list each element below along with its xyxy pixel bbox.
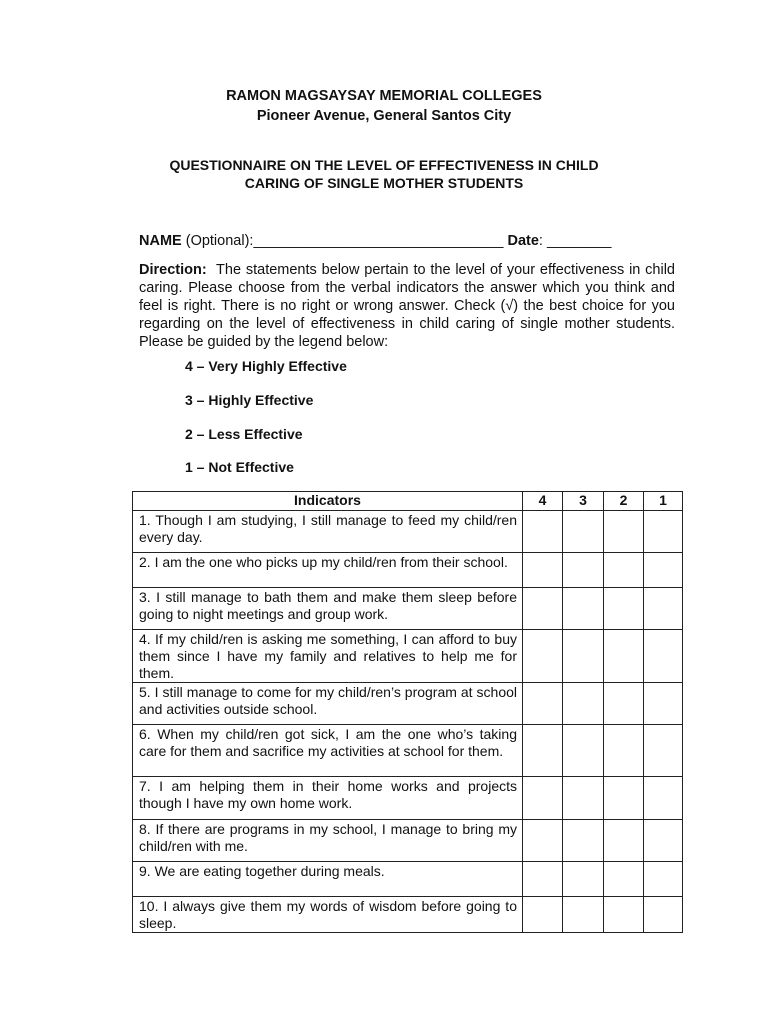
title-line-2: CARING OF SINGLE MOTHER STUDENTS	[244, 175, 524, 191]
date-field[interactable]: ________	[546, 233, 612, 249]
header-3: 3	[563, 492, 604, 511]
table-row	[133, 588, 683, 630]
effectiveness-table	[132, 491, 683, 933]
rating-3-checkbox[interactable]	[563, 777, 604, 820]
direction-label: Direction:	[139, 262, 207, 278]
rating-3-checkbox[interactable]	[563, 862, 604, 897]
date-label: Date	[507, 233, 539, 249]
indicator-text: 3. I still manage to bath them and make them sleep before going to night meetings and group work.	[133, 588, 523, 630]
indicator-text: 10. I always give them my words of wisdom before going to sleep.	[133, 897, 523, 933]
rating-3-checkbox[interactable]	[563, 725, 604, 777]
institution-address: Pioneer Avenue, General Santos City	[256, 108, 512, 124]
name-field[interactable]: _______________________________	[253, 233, 504, 249]
table-row	[133, 630, 683, 683]
rating-1-checkbox[interactable]	[644, 553, 683, 588]
rating-4-checkbox[interactable]	[523, 553, 563, 588]
rating-2-checkbox[interactable]	[604, 777, 644, 820]
indicator-text: 5. I still manage to come for my child/ren’s program at school and activities outside school.	[133, 683, 523, 725]
header-1: 1	[644, 492, 683, 511]
indicator-text: 9. We are eating together during meals.	[133, 862, 523, 897]
legend-item-4: 4 – Very Highly Effective	[185, 358, 347, 374]
name-label: NAME	[139, 233, 182, 249]
indicator-text: 4. If my child/ren is asking me something, I can afford to buy them since I have my family and relatives to help me for them.	[133, 630, 523, 683]
table-row	[133, 683, 683, 725]
rating-1-checkbox[interactable]	[644, 897, 683, 933]
rating-4-checkbox[interactable]	[523, 725, 563, 777]
rating-2-checkbox[interactable]	[604, 511, 644, 553]
table-row	[133, 897, 683, 933]
rating-1-checkbox[interactable]	[644, 725, 683, 777]
rating-3-checkbox[interactable]	[563, 897, 604, 933]
table-row	[133, 777, 683, 820]
indicator-text: 7. I am helping them in their home works and projects though I have my own home work.	[133, 777, 523, 820]
document-header	[0, 86, 768, 126]
rating-1-checkbox[interactable]	[644, 862, 683, 897]
rating-4-checkbox[interactable]	[523, 588, 563, 630]
rating-4-checkbox[interactable]	[523, 777, 563, 820]
rating-2-checkbox[interactable]	[604, 588, 644, 630]
rating-2-checkbox[interactable]	[604, 862, 644, 897]
rating-3-checkbox[interactable]	[563, 683, 604, 725]
rating-1-checkbox[interactable]	[644, 511, 683, 553]
rating-2-checkbox[interactable]	[604, 553, 644, 588]
table-row	[133, 862, 683, 897]
rating-1-checkbox[interactable]	[644, 588, 683, 630]
legend-item-2: 2 – Less Effective	[185, 426, 303, 442]
direction-text: The statements below pertain to the level of your effectiveness in child caring. Please choose from the verbal indicators the answer which you think and feel is right. There is no right or wrong answer. Check (√) the best choice for you regarding on the level of effectiveness in child caring of single mother students. Please be guided by the legend below:	[139, 262, 675, 350]
rating-3-checkbox[interactable]	[563, 511, 604, 553]
rating-3-checkbox[interactable]	[563, 588, 604, 630]
rating-1-checkbox[interactable]	[644, 630, 683, 683]
rating-4-checkbox[interactable]	[523, 630, 563, 683]
table-header-row	[133, 492, 683, 511]
legend-item-1: 1 – Not Effective	[185, 459, 294, 475]
rating-2-checkbox[interactable]	[604, 630, 644, 683]
rating-3-checkbox[interactable]	[563, 553, 604, 588]
rating-2-checkbox[interactable]	[604, 683, 644, 725]
legend-item-3: 3 – Highly Effective	[185, 392, 314, 408]
rating-4-checkbox[interactable]	[523, 897, 563, 933]
rating-3-checkbox[interactable]	[563, 820, 604, 862]
rating-4-checkbox[interactable]	[523, 862, 563, 897]
rating-4-checkbox[interactable]	[523, 683, 563, 725]
date-colon: :	[538, 233, 543, 249]
rating-4-checkbox[interactable]	[523, 820, 563, 862]
table-row	[133, 511, 683, 553]
rating-3-checkbox[interactable]	[563, 630, 604, 683]
indicator-text: 6. When my child/ren got sick, I am the one who’s taking care for them and sacrifice my activities at school for them.	[133, 725, 523, 777]
table-row	[133, 553, 683, 588]
rating-2-checkbox[interactable]	[604, 897, 644, 933]
document-title	[0, 156, 768, 192]
title-line-1: QUESTIONNAIRE ON THE LEVEL OF EFFECTIVENESS IN CHILD	[169, 157, 599, 173]
rating-2-checkbox[interactable]	[604, 820, 644, 862]
name-date-row	[139, 232, 611, 250]
institution-name: RAMON MAGSAYSAY MEMORIAL COLLEGES	[226, 88, 542, 104]
header-indicators: Indicators	[133, 492, 523, 511]
rating-2-checkbox[interactable]	[604, 725, 644, 777]
indicator-text: 1. Though I am studying, I still manage to feed my child/ren every day.	[133, 511, 523, 553]
rating-4-checkbox[interactable]	[523, 511, 563, 553]
rating-1-checkbox[interactable]	[644, 683, 683, 725]
name-optional-label: (Optional):	[185, 233, 254, 249]
indicator-text: 8. If there are programs in my school, I manage to bring my child/ren with me.	[133, 820, 523, 862]
indicator-text: 2. I am the one who picks up my child/ren from their school.	[133, 553, 523, 588]
header-2: 2	[604, 492, 644, 511]
rating-1-checkbox[interactable]	[644, 777, 683, 820]
rating-1-checkbox[interactable]	[644, 820, 683, 862]
header-4: 4	[523, 492, 563, 511]
direction-paragraph	[139, 261, 675, 351]
table-row	[133, 820, 683, 862]
table-row	[133, 725, 683, 777]
